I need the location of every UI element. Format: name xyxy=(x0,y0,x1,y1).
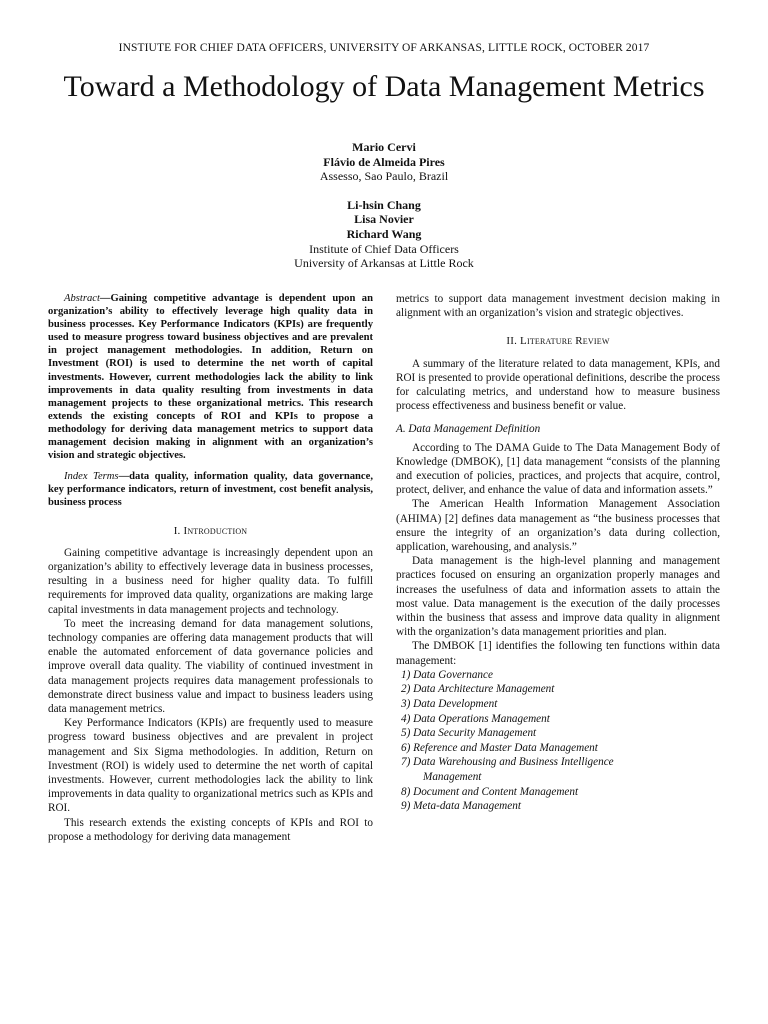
body-paragraph-continuation: metrics to support data management investment decision making in alignment with an organization’s vision and strategic objectives. xyxy=(396,293,720,320)
list-item-continuation: Management xyxy=(423,771,482,784)
author-affiliation: Institute of Chief Data Officers xyxy=(309,241,459,256)
body-paragraph: Gaining competitive advantage is increasingly dependent upon an organization’s ability to effectively leverage data in business processes, resulting in a business need for higher quality data. To fulfill requirements for improved data quality, organizations are making large capital investments in data management projects and technology. xyxy=(48,546,373,616)
list-item xyxy=(401,785,720,800)
section-number: I. xyxy=(173,524,184,537)
author-name: Richard Wang xyxy=(346,226,422,241)
list-item-text: 2) Data Architecture Management xyxy=(401,683,555,696)
list-item xyxy=(401,799,720,814)
author-affiliation: University of Arkansas at Little Rock xyxy=(294,256,474,271)
author-name: Flávio de Almeida Pires xyxy=(323,154,445,169)
index-terms-label: Index Terms xyxy=(64,471,119,483)
list-item xyxy=(401,741,720,756)
abstract xyxy=(48,292,373,462)
author-block xyxy=(0,140,768,271)
section-title: Literature Review xyxy=(520,335,610,348)
list-item-text: 1) Data Governance xyxy=(401,668,493,681)
author-spacer xyxy=(0,184,768,198)
list-item xyxy=(401,668,720,683)
section-title: Introduction xyxy=(183,524,248,537)
list-item-text: 7) Data Warehousing and Business Intelligence xyxy=(401,756,614,769)
subsection-heading: A. Data Management Definition xyxy=(396,423,541,436)
list-item-text: 8) Document and Content Management xyxy=(401,785,579,798)
body-paragraph: Key Performance Indicators (KPIs) are frequently used to measure progress toward business objectives and are prevalent in project management and Six Sigma methodologies. In addition, Return on Investment (ROI) is widely used to determine the net worth of capital investments. However, current methodologies lack the ability to link improvements in data quality to organizational metrics such as KPIs and ROI. xyxy=(48,717,373,815)
abstract-text: —Gaining competitive advantage is dependent upon an organization’s ability to effectively leverage high quality data in business processes. Key Performance Indicators (KPIs) are frequently used to measure progress toward business objectives and are prevalent in project management methodologies. In addition, Return on Investment (ROI) is used to determine the net worth of capital investments. However, current methodologies lack the ability to link improvements in data quality resulting from investments in data management projects to these organizational metrics. This research extends the existing concepts of ROI and KPIs to propose a methodology for deriving data management metrics to support data management decision making in alignment with an organization’s vision and strategic objectives. xyxy=(48,293,373,462)
list-item xyxy=(401,697,720,712)
list-item-text: 4) Data Operations Management xyxy=(401,712,550,725)
function-list xyxy=(396,668,720,814)
right-column xyxy=(396,292,720,814)
list-item-text: 9) Meta-data Management xyxy=(401,800,521,813)
list-item-text: 5) Data Security Management xyxy=(401,727,537,740)
section-heading-introduction xyxy=(48,524,373,538)
body-paragraph: A summary of the literature related to data management, KPIs, and ROI is presented to provide operational definitions, describe the process for calculating metrics, and understand how to measure business process effectiveness and business benefit or value. xyxy=(396,357,720,413)
list-item xyxy=(401,755,720,784)
author-name: Lisa Novier xyxy=(354,212,414,227)
list-item xyxy=(401,712,720,727)
body-paragraph: Data management is the high-level planning and management practices focused on ensuring an organization properly manages and increases the usefulness of data and information assets to attain the most value. Data management is the execution of the daily processes within the business that assess and improve data quality in alignment with the organization’s data management priorities and plan. xyxy=(396,555,720,639)
list-item-text: 3) Data Development xyxy=(401,698,498,711)
index-terms-text: —data quality, information quality, data governance, key performance indicators, return of investment, cost benefit analysis, business process xyxy=(48,471,373,509)
list-item xyxy=(401,682,720,697)
author-affiliation: Assesso, Sao Paulo, Brazil xyxy=(319,169,449,184)
body-paragraph: The DMBOK [1] identifies the following ten functions within data management: xyxy=(396,640,720,667)
body-paragraph: The American Health Information Management Association (AHIMA) [2] defines data management as “the business processes that ensure the integrity of an organization’s data during collection, application, warehousing, and analysis.” xyxy=(396,498,720,554)
list-item-text: 6) Reference and Master Data Management xyxy=(401,741,598,754)
section-number: II. xyxy=(506,335,521,348)
left-column xyxy=(48,292,373,844)
running-header: INSTIUTE FOR CHIEF DATA OFFICERS, UNIVERSITY OF ARKANSAS, LITTLE ROCK, OCTOBER 2017 xyxy=(118,42,650,54)
paper-title: Toward a Methodology of Data Management Metrics xyxy=(63,70,705,103)
body-paragraph: This research extends the existing concepts of KPIs and ROI to propose a methodology for deriving data management xyxy=(48,816,373,843)
author-name: Mario Cervi xyxy=(352,140,416,154)
body-paragraph: To meet the increasing demand for data management solutions, technology companies are offering data management products that will enable the automated enforcement of data governance policies and improve overall data quality. The viability of continued investment in data management projects requires data management professionals to demonstrate direct business value and impact to business leaders using data management metrics. xyxy=(48,617,373,715)
author-name: Li-hsin Chang xyxy=(347,197,421,212)
section-heading-literature-review xyxy=(396,334,720,348)
index-terms xyxy=(48,470,373,509)
body-paragraph: According to The DAMA Guide to The Data Management Body of Knowledge (DMBOK), [1] data management “consists of the planning and execution of policies, practices, and projects that acquire, control, protect, deliver, and enhance the value of data and information assets.” xyxy=(396,441,720,497)
list-item xyxy=(401,726,720,741)
abstract-label: Abstract xyxy=(64,293,100,304)
